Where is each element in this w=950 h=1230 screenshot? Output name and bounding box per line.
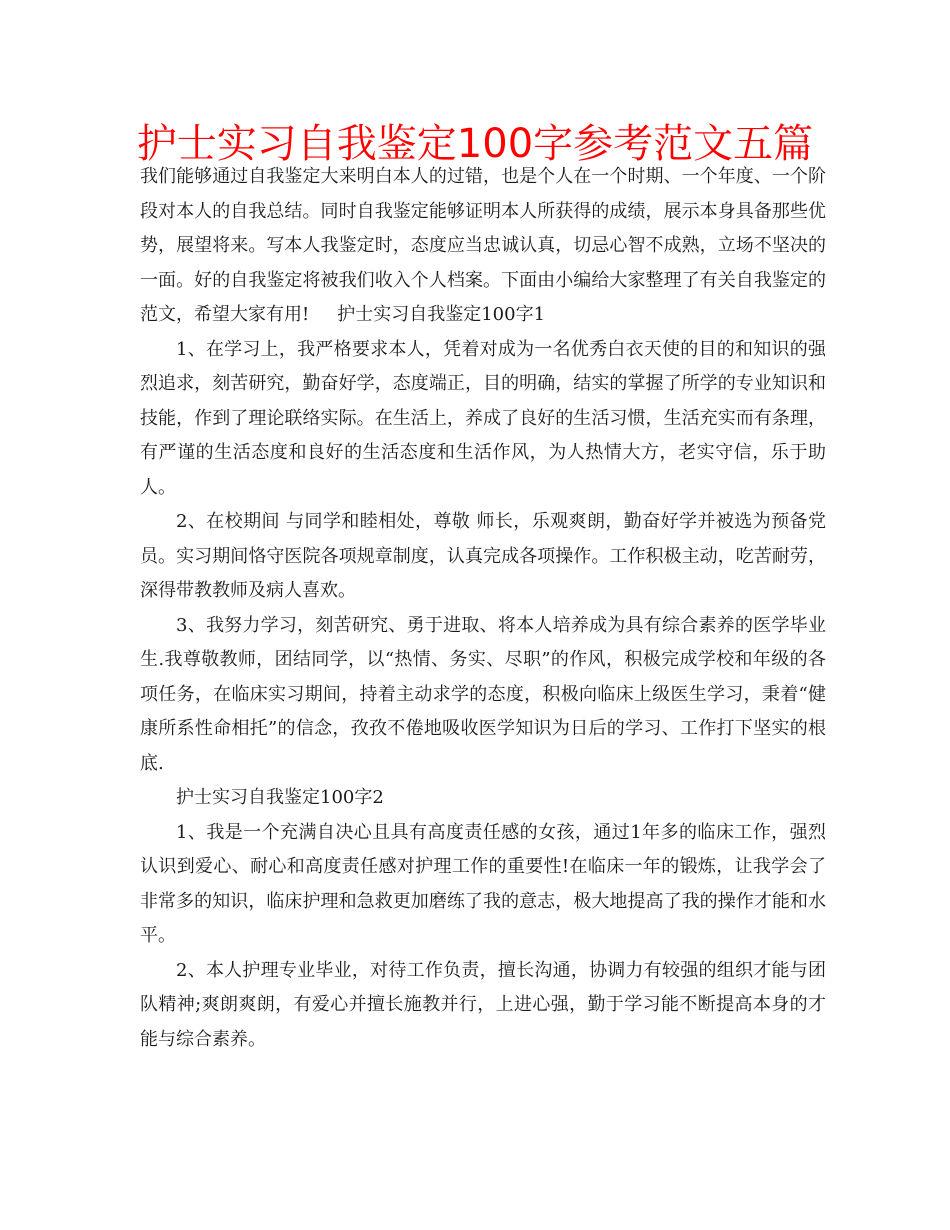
document-body — [140, 160, 826, 1057]
section1-paragraph-1: 1、在学习上，我严格要求本人，凭着对成为一名优秀白衣天使的目的和知识的强烈追求，刻苦研究，勤奋好学，态度端正，目的明确，结实的掌握了所学的专业知识和技能，作到了理论联络实际。在生活上，养成了良好的生活习惯，生活充实而有条理，有严谨的生活态度和良好的生活态度和生活作风，为人热情大方，老实守信，乐于助人。 — [140, 338, 826, 498]
section2-paragraph-2: 2、本人护理专业毕业，对待工作负责，擅长沟通，协调力有较强的组织才能与团队精神;爽朗爽朗，有爱心并擅长施教并行，上进心强，勤于学习能不断提高本身的才能与综合素养。 — [140, 959, 826, 1050]
section2-paragraph-1: 1、我是一个充满自决心且具有高度责任感的女孩，通过1年多的临床工作，强烈认识到爱心、耐心和高度责任感对护理工作的重要性!在临床一年的锻炼，让我学会了非常多的知识，临床护理和急救更加磨练了我的意志，极大地提高了我的操作才能和水平。 — [140, 821, 826, 946]
section-heading-1: 护士实习自我鉴定100字1 — [337, 304, 546, 325]
section-heading-2: 护士实习自我鉴定100字2 — [176, 787, 384, 808]
section1-paragraph-2: 2、在校期间 与同学和睦相处，尊敬 师长，乐观爽朗，勤奋好学并被选为预备党员。实习期间恪守医院各项规章制度，认真完成各项操作。工作积极主动，吃苦耐劳，深得带教教师及病人喜欢。 — [140, 511, 826, 601]
intro-paragraph — [140, 160, 826, 333]
document-title: 护士实习自我鉴定100字参考范文五篇 — [136, 121, 814, 167]
section1-paragraph-3: 3、我努力学习，刻苦研究、勇于进取、将本人培养成为具有综合素养的医学毕业生.我尊敬教师，团结同学，以“热情、务实、尽职”的作风，积极完成学校和年级的各项任务，在临床实习期间，持着主动求学的态度，积极向临床上级医生学习，秉着“健康所系性命相托”的信念，孜孜不倦地吸收医学知识为日后的学习、工作打下坚实的根底. — [140, 614, 826, 774]
intro-text: 我们能够通过自我鉴定大来明白本人的过错，也是个人在一个时期、一个年度、一个阶段对本人的自我总结。同时自我鉴定能够证明本人所获得的成绩，展示本身具备那些优势，展望将来。写本人我鉴定时，态度应当忠诚认真，切忌心智不成熟，立场不坚决的一面。好的自我鉴定将被我们收入个人档案。下面由小编给大家整理了有关自我鉴定的范文，希望大家有用! — [140, 166, 826, 325]
